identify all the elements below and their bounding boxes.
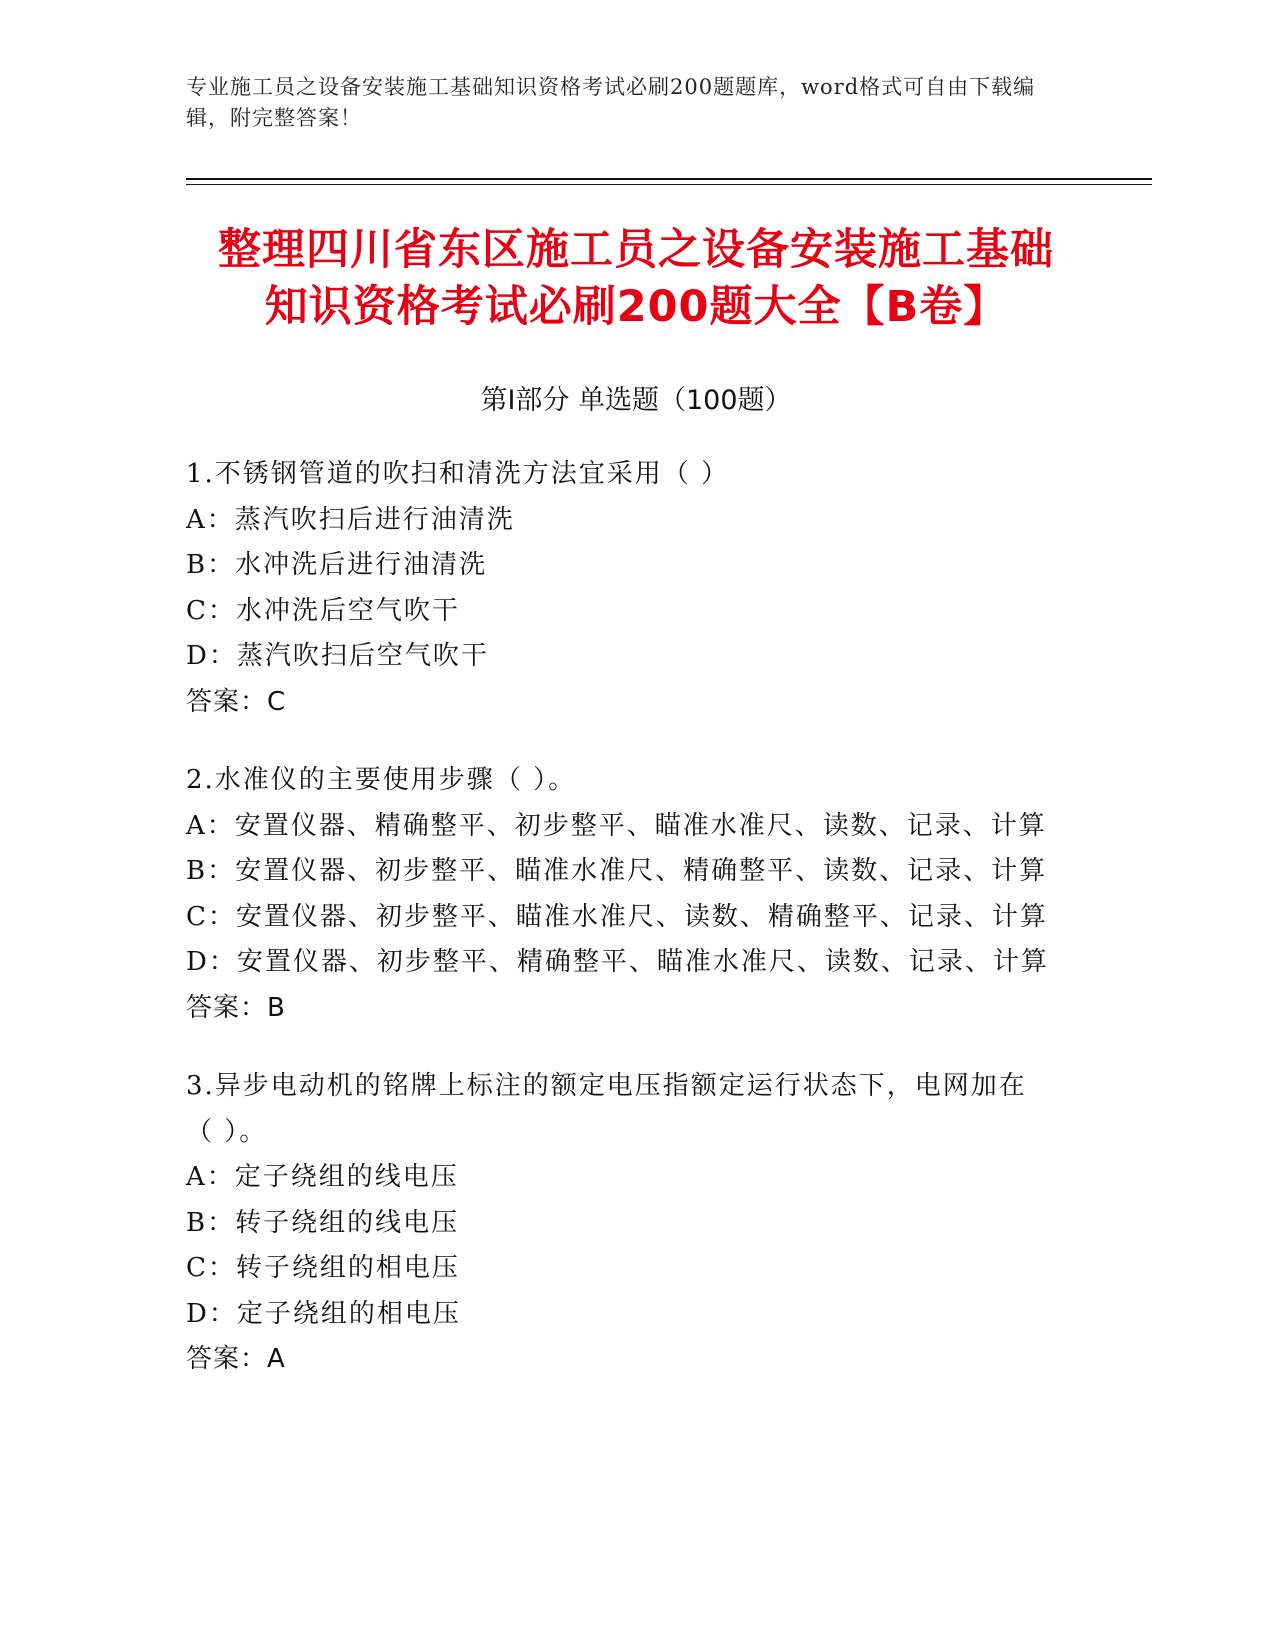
header-divider-thick (186, 178, 1152, 180)
answer: 答案：A (186, 1344, 286, 1374)
header-divider-thin (186, 184, 1152, 185)
question-2 (186, 758, 1086, 1031)
title-line-1: 整理四川省东区施工员之设备安装施工基础 (218, 225, 1054, 275)
question-1 (186, 452, 1086, 725)
title-line-2: 知识资格考试必刷200题大全【B卷】 (264, 282, 1008, 332)
option-a: A：定子绕组的线电压 (186, 1162, 459, 1192)
question-stem: 1.不锈钢管道的吹扫和清洗方法宜采用（ ） (186, 459, 730, 489)
option-c: C：水冲洗后空气吹干 (186, 595, 460, 626)
option-b: B：水冲洗后进行油清洗 (186, 550, 488, 580)
option-d: D：安置仪器、初步整平、精确整平、瞄准水准尺、读数、记录、计算 (186, 947, 1049, 977)
option-d: D：定子绕组的相电压 (186, 1298, 461, 1329)
question-stem: 2.水准仪的主要使用步骤（ ）。 (186, 765, 577, 795)
option-c: C：安置仪器、初步整平、瞄准水准尺、读数、精确整平、记录、计算 (186, 901, 1048, 932)
option-b: B：安置仪器、初步整平、瞄准水准尺、精确整平、读数、记录、计算 (186, 856, 1048, 886)
option-d: D：蒸汽吹扫后空气吹干 (186, 641, 489, 671)
answer: 答案：B (186, 992, 286, 1023)
document-title (186, 222, 1086, 336)
question-3 (186, 1064, 1086, 1383)
question-stem-line-2: （ ）。 (186, 1116, 268, 1147)
option-c: C：转子绕组的相电压 (186, 1253, 460, 1283)
option-a: A：安置仪器、精确整平、初步整平、瞄准水准尺、读数、记录、计算 (186, 810, 1047, 841)
question-stem-line-1: 3.异步电动机的铭牌上标注的额定电压指额定运行状态下，电网加在 (186, 1071, 1027, 1101)
option-b: B：转子绕组的线电压 (186, 1207, 460, 1238)
section-heading: 第Ⅰ部分 单选题（100题） (480, 385, 792, 416)
answer: 答案：C (186, 686, 287, 717)
option-a: A：蒸汽吹扫后进行油清洗 (186, 504, 515, 535)
header-note: 专业施工员之设备安装施工基础知识资格考试必刷200题题库，word格式可自由下载编辑，附完整答案！ (186, 75, 1036, 130)
